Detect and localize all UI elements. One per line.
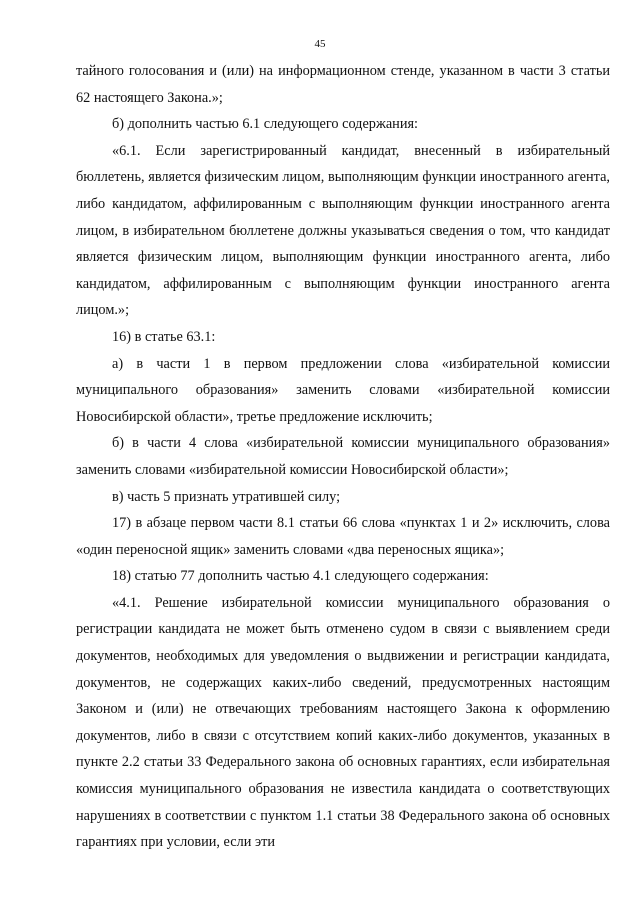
page-number: 45 — [314, 38, 326, 50]
paragraph-6-1-text: «6.1. Если зарегистрированный кандидат, внесенный в избирательный бюллетень, является физическим лицом, выполняющим функции иностранного агента, либо кандидатом, аффилированным с выполняющим функции иностранного агента лицом, в избирательном бюллетене должны указываться сведения о том, что кандидат является физическим лицом, выполняющим функции иностранного агента, либо кандидатом, аффилированным с выполняющим функции иностранного агента лицом.»; — [76, 142, 610, 319]
document-body — [76, 58, 610, 856]
paragraph-continuation: тайного голосования и (или) на информационном стенде, указанном в части 3 статьи 62 настоящего Закона.»; — [76, 63, 610, 106]
paragraph-item-17: 17) в абзаце первом части 8.1 статьи 66 слова «пунктах 1 и 2» исключить, слова «один переносной ящик» заменить словами «два переносных ящика»; — [76, 515, 610, 558]
paragraph-item-18: 18) статью 77 дополнить частью 4.1 следующего содержания: — [112, 568, 489, 585]
paragraph-item-v-part-5: в) часть 5 признать утратившей силу; — [112, 488, 341, 505]
paragraph-item-16: 16) в статье 63.1: — [112, 328, 216, 345]
paragraph-item-a-part-1: а) в части 1 в первом предложении слова «избирательной комиссии муниципального образования» заменить словами «избирательной комиссии Новосибирской области», третье предложение исключить; — [76, 355, 610, 425]
paragraph-item-b-part-4: б) в части 4 слова «избирательной комиссии муниципального образования» заменить словами «избирательной комиссии Новосибирской области»; — [76, 435, 610, 478]
paragraph-item-b-6-1-intro: б) дополнить частью 6.1 следующего содержания: — [112, 116, 419, 133]
paragraph-4-1-text: «4.1. Решение избирательной комиссии муниципального образования о регистрации кандидата не может быть отменено судом в связи с выявлением среди документов, необходимых для уведомления о выдвижении и регистрации кандидата, документов, не содержащих каких-либо сведений, предусмотренных настоящим Законом и (или) не отвечающих требованиям настоящего Закона к оформлению документов, либо в связи с отсутствием копий каких-либо документов, указанных в пункте 2.2 статьи 33 Федерального закона об основных гарантиях, если избирательная комиссия муниципального образования не известила кандидата о соответствующих нарушениях в соответствии с пунктом 1.1 статьи 38 Федерального закона об основных гарантиях при условии, если эти — [76, 594, 610, 851]
